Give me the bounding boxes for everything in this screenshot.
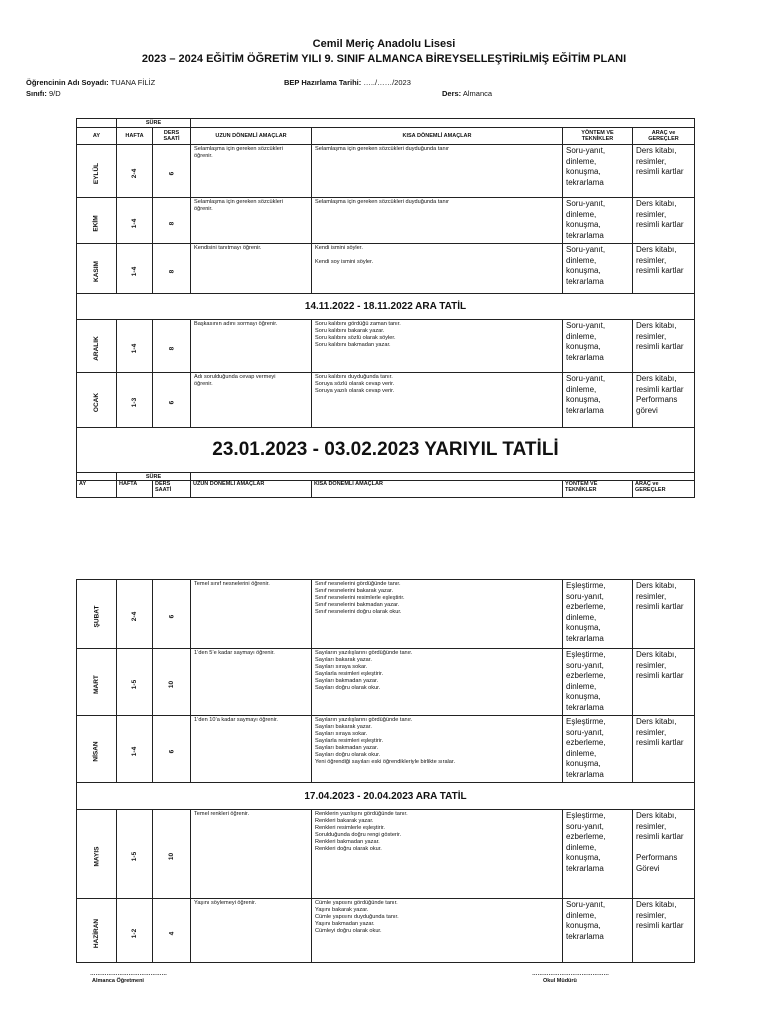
method-cell-line: Soru-yanıt, — [566, 900, 606, 909]
month-cell: NİSAN — [77, 716, 117, 783]
month-cell: MAYIS — [77, 810, 117, 899]
hours-cell: 10 — [153, 649, 191, 716]
materials-cell-line: resimler, — [636, 821, 667, 831]
short-term-goal-cell-line: Renkleri doğru olarak okur. — [315, 846, 382, 852]
bep-value: …../……/2023 — [363, 78, 411, 87]
sure-header-repeat: SÜRE — [117, 473, 191, 481]
materials-cell-line: resimler, — [636, 209, 667, 219]
method-cell — [563, 649, 633, 716]
month-cell: HAZİRAN — [77, 899, 117, 963]
long-term-goal-cell-line: Yaşını söylemeyi öğrenir. — [194, 900, 257, 906]
method-cell-line: dinleme, — [566, 681, 597, 691]
materials-cell-line: resimli kartlar — [636, 738, 684, 747]
method-cell-line: tekrarlama — [566, 276, 604, 286]
yontem-header: YÖNTEM VE TEKNİKLER — [563, 128, 633, 145]
hours-cell: 4 — [153, 899, 191, 963]
materials-cell-line: resimler, — [636, 255, 667, 265]
short-term-goal-cell-line: Sayıların yazılışlarını gördüğünde tanır. — [315, 717, 413, 723]
short-term-goal-cell-line: Sayıları bakarak yazar. — [315, 724, 372, 730]
short-term-goal-cell-line: Yaşını bakmadan yazar. — [315, 921, 375, 927]
short-term-goal-cell-line: Sınıf nesnelerini resimlerle eşleştirir. — [315, 595, 405, 601]
week-cell: 1-4 — [117, 244, 153, 294]
materials-cell-line — [636, 843, 691, 854]
ay-header-repeat: AY — [77, 481, 117, 498]
materials-cell-line: resimli kartlar — [636, 220, 684, 229]
long-term-goal-cell — [191, 899, 312, 963]
method-cell-line: konuşma, — [566, 220, 601, 229]
month-cell: OCAK — [77, 373, 117, 428]
materials-cell-line: resimli kartlar — [636, 602, 684, 611]
bep-label: BEP Hazırlama Tarihi: — [284, 78, 362, 87]
month-cell: EYLÜL — [77, 145, 117, 198]
arac-header-repeat: ARAÇ ve GEREÇLER — [633, 481, 695, 498]
long-term-goal-cell-line: Selamlaşma için gereken sözcükleri — [194, 199, 283, 205]
method-cell — [563, 198, 633, 244]
week-cell: 1-5 — [117, 810, 153, 899]
materials-cell-line: resimli kartlar — [636, 266, 684, 275]
kisa-header: KISA DÖNEMLİ AMAÇLAR — [312, 128, 563, 145]
materials-cell-line: Ders kitabı, — [636, 146, 677, 155]
materials-cell-line: Ders kitabı, — [636, 245, 677, 254]
method-cell-line: konuşma, — [566, 395, 601, 404]
long-term-goal-cell-line: Kendisini tanıtmayı öğrenir. — [194, 245, 262, 251]
teacher-signature-label: Almanca Öğretmeni — [92, 978, 144, 984]
short-term-goal-cell-line: Sayıları sıraya sokar. — [315, 731, 368, 737]
hours-cell: 6 — [153, 145, 191, 198]
short-term-goal-cell-line: Sayılarla resimleri eşleştirir. — [315, 738, 384, 744]
method-cell-line: konuşma, — [566, 759, 601, 768]
method-cell-line: konuşma, — [566, 623, 601, 632]
materials-cell-line: Performans — [636, 853, 678, 862]
method-cell-line: dinleme, — [566, 331, 597, 341]
method-cell-line: Eşleştirme, — [566, 717, 606, 726]
method-cell-line: Soru-yanıt, — [566, 199, 606, 208]
method-cell-line: ezberleme, — [566, 738, 606, 747]
course-label: Ders: — [442, 89, 462, 98]
plan-row — [77, 716, 695, 783]
materials-cell-line: resimli kartlar — [636, 342, 684, 351]
plan-row — [77, 244, 695, 294]
short-term-goal-cell-line: Sayıları doğru olarak okur. — [315, 752, 381, 758]
long-term-goal-cell — [191, 244, 312, 294]
month-cell: KASIM — [77, 244, 117, 294]
week-cell: 1-5 — [117, 649, 153, 716]
method-cell-line: ezberleme, — [566, 832, 606, 841]
long-term-goal-cell-line: Temel renkleri öğrenir. — [194, 811, 250, 817]
materials-cell-line: Ders kitabı, — [636, 717, 677, 726]
long-term-goal-cell — [191, 716, 312, 783]
short-term-goal-cell — [312, 580, 563, 649]
materials-cell — [633, 244, 695, 294]
short-term-goal-cell-line: Sınıf nesnelerini doğru olarak okur. — [315, 609, 402, 615]
method-cell-line: konuşma, — [566, 692, 601, 701]
short-term-goal-cell-line: Cümle yapısını duyduğunda tanır. — [315, 914, 399, 920]
short-term-goal-cell-line: Sorulduğunda doğru rengi gösterir. — [315, 832, 402, 838]
materials-cell — [633, 899, 695, 963]
materials-cell-line: resimli kartlar — [636, 167, 684, 176]
materials-cell-line: resimler, — [636, 591, 667, 601]
long-term-goal-cell — [191, 810, 312, 899]
method-cell — [563, 810, 633, 899]
method-cell-line: tekrarlama — [566, 702, 604, 712]
principal-signature-label: Okul Müdürü — [543, 978, 577, 984]
plan-row — [77, 198, 695, 244]
student-label: Öğrencinin Adı Soyadı: — [26, 78, 109, 87]
short-term-goal-cell — [312, 649, 563, 716]
hours-cell: 10 — [153, 810, 191, 899]
long-term-goal-cell-line: 1’den 5’e kadar saymayı öğrenir. — [194, 650, 275, 656]
short-term-goal-cell-line: Soru kalıbını duyduğunda tanır. — [315, 374, 393, 380]
method-cell-line: Soru-yanıt, — [566, 245, 606, 254]
short-term-goal-cell-line: Sayıları bakmadan yazar. — [315, 745, 379, 751]
course-value: Almanca — [462, 89, 493, 98]
method-cell-line: ezberleme, — [566, 602, 606, 611]
week-cell: 1-2 — [117, 899, 153, 963]
plan-row — [77, 320, 695, 373]
short-term-goal-cell-line: Soru kalıbını gördüğü zaman tanır. — [315, 321, 401, 327]
short-term-goal-cell — [312, 810, 563, 899]
mid-term-break-banner: 14.11.2022 - 18.11.2022 ARA TATİL — [77, 294, 695, 320]
method-cell-line: dinleme, — [566, 612, 597, 622]
method-cell-line: tekrarlama — [566, 769, 604, 779]
materials-cell-line: Ders kitabı, — [636, 199, 677, 208]
kisa-header-repeat: KISA DÖNEMLİ AMAÇLAR — [312, 481, 563, 498]
method-cell-line: Eşleştirme, — [566, 650, 606, 659]
method-cell-line: dinleme, — [566, 255, 597, 265]
plan-row — [77, 649, 695, 716]
month-cell: MART — [77, 649, 117, 716]
materials-cell-line: resimli kartlar — [636, 921, 684, 930]
method-cell-line: tekrarlama — [566, 230, 604, 240]
method-cell-line: Eşleştirme, — [566, 811, 606, 820]
materials-cell-line: Görevi — [636, 863, 660, 873]
hours-cell: 6 — [153, 373, 191, 428]
class-value: 9/D — [48, 89, 61, 98]
plan-table-first-half — [76, 118, 695, 498]
short-term-goal-cell — [312, 373, 563, 428]
method-cell-line: tekrarlama — [566, 177, 604, 187]
materials-cell — [633, 580, 695, 649]
short-term-goal-cell-line: Kendi ismini söyler. — [315, 245, 363, 251]
spring-break-banner: 17.04.2023 - 20.04.2023 ARA TATİL — [77, 783, 695, 810]
method-cell-line: tekrarlama — [566, 633, 604, 643]
materials-cell-line: Performans — [636, 395, 678, 404]
materials-cell-line: görevi — [636, 405, 658, 415]
plan-row — [77, 580, 695, 649]
materials-cell — [633, 716, 695, 783]
method-cell-line: dinleme, — [566, 748, 597, 758]
method-cell-line: soru-yanıt, — [566, 727, 604, 737]
materials-cell — [633, 320, 695, 373]
method-cell-line: Soru-yanıt, — [566, 374, 606, 383]
method-cell-line: ezberleme, — [566, 671, 606, 680]
ay-header: AY — [77, 128, 117, 145]
method-cell-line: tekrarlama — [566, 352, 604, 362]
materials-cell-line: resimler, — [636, 331, 667, 341]
class-info — [26, 89, 61, 98]
short-term-goal-cell-line: Selamlaşma için gereken sözcükleri duyduğunda tanır — [315, 199, 450, 205]
hours-cell: 8 — [153, 198, 191, 244]
short-term-goal-cell — [312, 244, 563, 294]
short-term-goal-cell-line: Renklerin yazılışını gördüğünde tanır. — [315, 811, 408, 817]
long-term-goal-cell-line: öğrenir. — [194, 153, 213, 159]
method-cell — [563, 899, 633, 963]
method-cell — [563, 145, 633, 198]
short-term-goal-cell-line: Sayıları bakarak yazar. — [315, 657, 372, 663]
long-term-goal-cell — [191, 580, 312, 649]
method-cell-line: dinleme, — [566, 209, 597, 219]
materials-cell-line: resimli kartlar — [636, 671, 684, 680]
short-term-goal-cell-line: Cümle yapısını gördüğünde tanır. — [315, 900, 398, 906]
arac-header: ARAÇ ve GEREÇLER — [633, 128, 695, 145]
method-cell-line: dinleme, — [566, 910, 597, 920]
course-info — [442, 89, 492, 98]
method-cell-line: soru-yanıt, — [566, 821, 604, 831]
method-cell-line: konuşma, — [566, 853, 601, 862]
short-term-goal-cell-line: Soruya sözlü olarak cevap verir. — [315, 381, 395, 387]
method-cell-line: tekrarlama — [566, 863, 604, 873]
method-cell-line: soru-yanıt, — [566, 591, 604, 601]
short-term-goal-cell-line: Sınıf nesnelerini bakarak yazar. — [315, 588, 394, 594]
yontem-header-repeat: YÖNTEM VE TEKNİKLER — [563, 481, 633, 498]
short-term-goal-cell-line: Sayıların yazılışlarını gördüğünde tanır. — [315, 650, 413, 656]
short-term-goal-cell-line: Soru kalıbını bakarak yazar. — [315, 328, 385, 334]
long-term-goal-cell-line: 1’den 10’a kadar saymayı öğrenir. — [194, 717, 278, 723]
hafta-header: HAFTA — [117, 128, 153, 145]
semester-break-banner: 23.01.2023 - 03.02.2023 YARIYIL TATİLİ — [77, 428, 695, 473]
method-cell-line: konuşma, — [566, 266, 601, 275]
sure-header: SÜRE — [117, 119, 191, 128]
teacher-signature-line: …………………………………… — [90, 971, 167, 977]
short-term-goal-cell — [312, 320, 563, 373]
week-cell: 1-4 — [117, 716, 153, 783]
month-cell: ŞUBAT — [77, 580, 117, 649]
long-term-goal-cell-line: Adı sorulduğunda cevap vermeyi — [194, 374, 276, 380]
method-cell — [563, 373, 633, 428]
materials-cell-line: resimler, — [636, 156, 667, 166]
hours-cell: 8 — [153, 244, 191, 294]
short-term-goal-cell-line: Sayıları doğru olarak okur. — [315, 685, 381, 691]
short-term-goal-cell-line: Soru kalıbını bakmadan yazar. — [315, 342, 391, 348]
short-term-goal-cell-line: Renkleri bakarak yazar. — [315, 818, 374, 824]
week-cell: 2-4 — [117, 580, 153, 649]
uzun-header-repeat: UZUN DÖNEMLİ AMAÇLAR — [191, 481, 312, 498]
materials-cell-line: Ders kitabı, — [636, 650, 677, 659]
hours-cell: 6 — [153, 580, 191, 649]
method-cell-line: dinleme, — [566, 384, 597, 394]
materials-cell-line: resimler, — [636, 727, 667, 737]
method-cell-line: konuşma, — [566, 167, 601, 176]
short-term-goal-cell-line: Selamlaşma için gereken sözcükleri duyduğunda tanır — [315, 146, 450, 152]
plan-row — [77, 810, 695, 899]
school-name: Cemil Meriç Anadolu Lisesi — [312, 38, 456, 50]
method-cell — [563, 580, 633, 649]
method-cell — [563, 716, 633, 783]
long-term-goal-cell-line: öğrenir. — [194, 206, 213, 212]
week-cell: 2-4 — [117, 145, 153, 198]
month-cell: ARALIK — [77, 320, 117, 373]
plan-table-second-half — [76, 579, 695, 963]
week-cell: 1-3 — [117, 373, 153, 428]
materials-cell-line: Ders kitabı, — [636, 374, 677, 383]
uzun-header: UZUN DÖNEMLİ AMAÇLAR — [191, 128, 312, 145]
short-term-goal-cell-line: Kendi soy ismini söyler. — [315, 259, 374, 265]
long-term-goal-cell — [191, 145, 312, 198]
plan-row — [77, 899, 695, 963]
short-term-goal-cell-line: Sınıf nesnelerini gördüğünde tanır. — [315, 581, 401, 587]
materials-cell-line: resimli kartlar — [636, 832, 684, 841]
short-term-goal-cell-line — [315, 252, 559, 259]
materials-cell-line: resimler, — [636, 910, 667, 920]
method-cell — [563, 244, 633, 294]
hafta-header-repeat: HAFTA — [117, 481, 153, 498]
method-cell-line: konuşma, — [566, 342, 601, 351]
student-info — [26, 78, 155, 87]
method-cell-line: konuşma, — [566, 921, 601, 930]
student-name: TUANA FİLİZ — [110, 78, 156, 87]
ders-saati-header-repeat: DERS SAATİ — [153, 481, 191, 498]
materials-cell — [633, 649, 695, 716]
short-term-goal-cell-line: Sayıları sıraya sokar. — [315, 664, 368, 670]
long-term-goal-cell-line: Başkasının adını sormayı öğrenir. — [194, 321, 278, 327]
short-term-goal-cell-line: Sınıf nesnelerini bakmadan yazar. — [315, 602, 400, 608]
short-term-goal-cell-line: Cümleyi doğru olarak okur. — [315, 928, 382, 934]
bep-info — [284, 78, 411, 87]
month-cell: EKİM — [77, 198, 117, 244]
plan-row — [77, 145, 695, 198]
materials-cell-line: Ders kitabı, — [636, 811, 677, 820]
method-cell-line: tekrarlama — [566, 931, 604, 941]
long-term-goal-cell — [191, 198, 312, 244]
short-term-goal-cell — [312, 145, 563, 198]
hours-cell: 8 — [153, 320, 191, 373]
hours-cell: 6 — [153, 716, 191, 783]
ders-saati-header: DERS SAATİ — [153, 128, 191, 145]
materials-cell — [633, 373, 695, 428]
method-cell-line: Soru-yanıt, — [566, 321, 606, 330]
long-term-goal-cell — [191, 320, 312, 373]
method-cell-line: Soru-yanıt, — [566, 146, 606, 155]
short-term-goal-cell-line: Renkleri resimlerle eşleştirir. — [315, 825, 385, 831]
short-term-goal-cell-line: Soru kalıbını sözlü olarak söyler. — [315, 335, 396, 341]
short-term-goal-cell-line: Sayılarla resimleri eşleştirir. — [315, 671, 384, 677]
method-cell-line: dinleme, — [566, 156, 597, 166]
short-term-goal-cell — [312, 198, 563, 244]
method-cell — [563, 320, 633, 373]
short-term-goal-cell — [312, 716, 563, 783]
short-term-goal-cell — [312, 899, 563, 963]
method-cell-line: dinleme, — [566, 842, 597, 852]
plan-row — [77, 373, 695, 428]
method-cell-line: Eşleştirme, — [566, 581, 606, 590]
short-term-goal-cell-line: Yeni öğrendiği sayıları eski öğrendikleriyle birlikte sıralar. — [315, 759, 456, 765]
principal-signature-line: …………………………………… — [532, 971, 609, 977]
class-label: Sınıfı: — [26, 89, 47, 98]
materials-cell — [633, 198, 695, 244]
plan-title: 2023 – 2024 EĞİTİM ÖĞRETİM YILI 9. SINIF ALMANCA BİREYSELLEŞTİRİLMİŞ EĞİTİM PLANI — [141, 53, 627, 65]
short-term-goal-cell-line: Renkleri bakmadan yazar. — [315, 839, 380, 845]
materials-cell — [633, 810, 695, 899]
long-term-goal-cell-line: öğrenir. — [194, 381, 213, 387]
long-term-goal-cell-line: Temel sınıf nesnelerini öğrenir. — [194, 581, 270, 587]
week-cell: 1-4 — [117, 320, 153, 373]
materials-cell — [633, 145, 695, 198]
long-term-goal-cell — [191, 373, 312, 428]
short-term-goal-cell-line: Sayıları bakmadan yazar. — [315, 678, 379, 684]
materials-cell-line: resimler, — [636, 660, 667, 670]
method-cell-line: tekrarlama — [566, 405, 604, 415]
short-term-goal-cell-line: Soruya yazılı olarak cevap verir. — [315, 388, 395, 394]
long-term-goal-cell — [191, 649, 312, 716]
week-cell: 1-4 — [117, 198, 153, 244]
materials-cell-line: Ders kitabı, — [636, 581, 677, 590]
long-term-goal-cell-line: Selamlaşma için gereken sözcükleri — [194, 146, 283, 152]
method-cell-line: soru-yanıt, — [566, 660, 604, 670]
materials-cell-line: resimli kartlar — [636, 384, 684, 394]
short-term-goal-cell-line: Yaşını bakarak yazar. — [315, 907, 369, 913]
materials-cell-line: Ders kitabı, — [636, 321, 677, 330]
materials-cell-line: Ders kitabı, — [636, 900, 677, 909]
